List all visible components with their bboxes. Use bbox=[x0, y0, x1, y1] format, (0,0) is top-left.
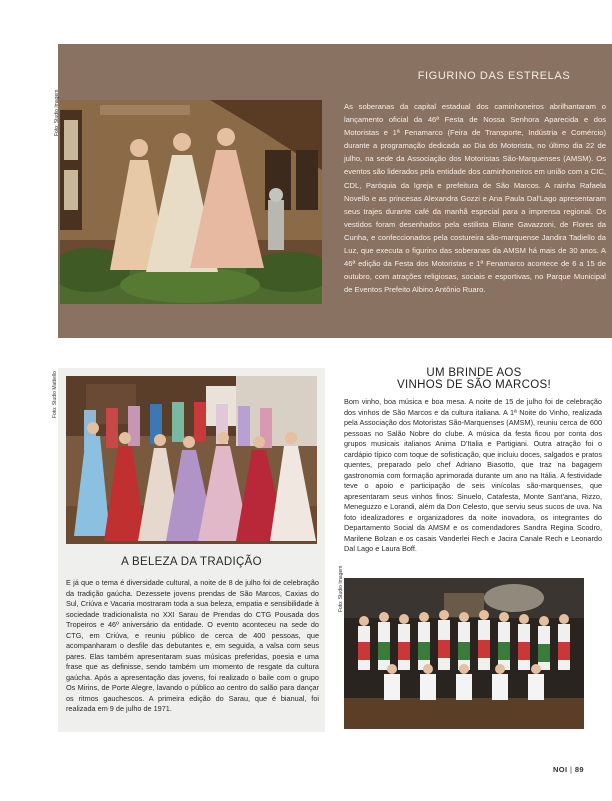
page-footer bbox=[553, 765, 584, 774]
section-title-brinde bbox=[345, 367, 603, 391]
feature-beleza-tradicao bbox=[52, 368, 325, 732]
photo-credit-right: Foto: Studio Imagem bbox=[338, 565, 344, 612]
section-title-brinde-line2: VINHOS DE SÃO MARCOS! bbox=[397, 379, 551, 391]
photo-credit-top: Foto: Studio Imagem bbox=[54, 89, 60, 136]
photo-prendas bbox=[66, 376, 317, 544]
section-title-figurino: FIGURINO DAS ESTRELAS bbox=[417, 70, 571, 82]
photo-noite-do-vinho bbox=[344, 578, 584, 729]
section-title-beleza: A BELEZA DA TRADIÇÃO bbox=[121, 556, 262, 568]
photo-credit-left: Foto: Studio Mattiello bbox=[52, 371, 58, 418]
photo-soberanas bbox=[60, 100, 322, 304]
article-body-beleza: E já que o tema é diversidade cultural, a noite de 8 de julho foi de celebração da tradição gaúcha. Dezessete jovens prendas de São Marcos, Caxias do Sul, Criúva e Vacaria mostraram toda a sua beleza, empatia e sensibilidade à sociedade tradicionalista no XXI Sarau de Prendas do CTG Pousada dos Tropeiros e 46º aniversário da entidade. O evento aconteceu na sede do CTG, em Criúva, e reuniu público de cerca de 400 pessoas, que acompanharam o desfile das debutantes e, em seguida, a valsa com seus pares. Elas também apresentaram suas músicas preferidas, poesia e uma frase que as definisse, sendo também um momento de resgate da cultura gaúcha. Após a apresentação das jovens, foi realizado o baile com o grupo Os Mirins, de Porte Alegre, lavando o público ao centro do salão para dançar os ritmos gauchescos. A primeira edição do Sarau, que é bianual, foi realizada em 9 de julho de 1971. bbox=[66, 578, 319, 713]
magazine-brand: NOI bbox=[552, 765, 568, 774]
article-body-figurino: As soberanas da capital estadual dos caminhoneiros abrilhantaram o lançamento oficial da 46ª Festa de Nossa Senhora Aparecida e dos Motoristas e 1ª Fenamarco (Feira de Transporte, Indústria e Comércio) durante a programação dedicada ao Dia do Motorista, no último dia 22 de julho, na sede da Associação dos Motoristas São-Marquenses (AMSM). Os eventos são liderados pela entidade dos caminhoneiros em união com a CIC, CDL, Paróquia da Igreja e prefeitura de São Marcos. A rainha Rafaela Novello e as princesas Alexandra Gozzi e Ana Paula Dal'Lago apresentaram seus trajes durante café da manhã especial para a imprensa regional. Os vestidos foram desenhados pela estilista Eliane Gavazzoni, de Flores da Cunha, e confeccionados pela costureira são-marquense Jandira Tadiello da Luz, que executa o figurino das soberanas da AMSM há mais de 30 anos. A 46ª edição da Festa dos Motoristas e 1ª Fenamarco acontece de 6 a 15 de outubro, com atrações religiosas, sociais e esportivas, no Parque Municipal de Eventos Prefeito Albino Antônio Ruaro. bbox=[344, 102, 606, 295]
footer-separator: | bbox=[570, 765, 573, 774]
page-number: 89 bbox=[574, 765, 584, 774]
feature-figurino bbox=[54, 44, 612, 338]
article-body-brinde: Bom vinho, boa música e boa mesa. A noite de 15 de julho foi de celebração dos vinhos de São Marcos e da cultura italiana. A 1ª Noite do Vinho, realizada pela Associação dos Motoristas São-Marquenses (AMSM), reuniu cerca de 600 pessoas no Salão Nobre do clube. A música da festa ficou por conta dos grupos musicais italianos Anima D'Italia e Partigiani. Outra atração foi o cardápio típico com toque de sofisticação, que incluiu doces, salgados e pratos quentes, preparado pelo chef Adriano Biasotto, que traz na bagagem gastronomia com formação aprimorada durante um ano na Itália. A festividade teve o apoio e participação de seis vinícolas são-marquenses, que apresentaram seus vinhos finos: Sinuelo, Catafesta, Monte Sant'ana, Rizzo, Meneguzzo e Lorandi, além da Don Celesto, que serviu seus sucos de uva. Na foto idealizadores e organizadores da noite inovadora, os integrantes do Departamento Social da AMSM e os comendadores Sandra Regina Scodro, Marilene Bolzan e os casais Vanderlei Rech e Jacira Canale Rech e Leonardo Dal Lago e Laura Boff. bbox=[344, 397, 602, 553]
section-title-brinde-line1: UM BRINDE AOS bbox=[426, 367, 522, 379]
